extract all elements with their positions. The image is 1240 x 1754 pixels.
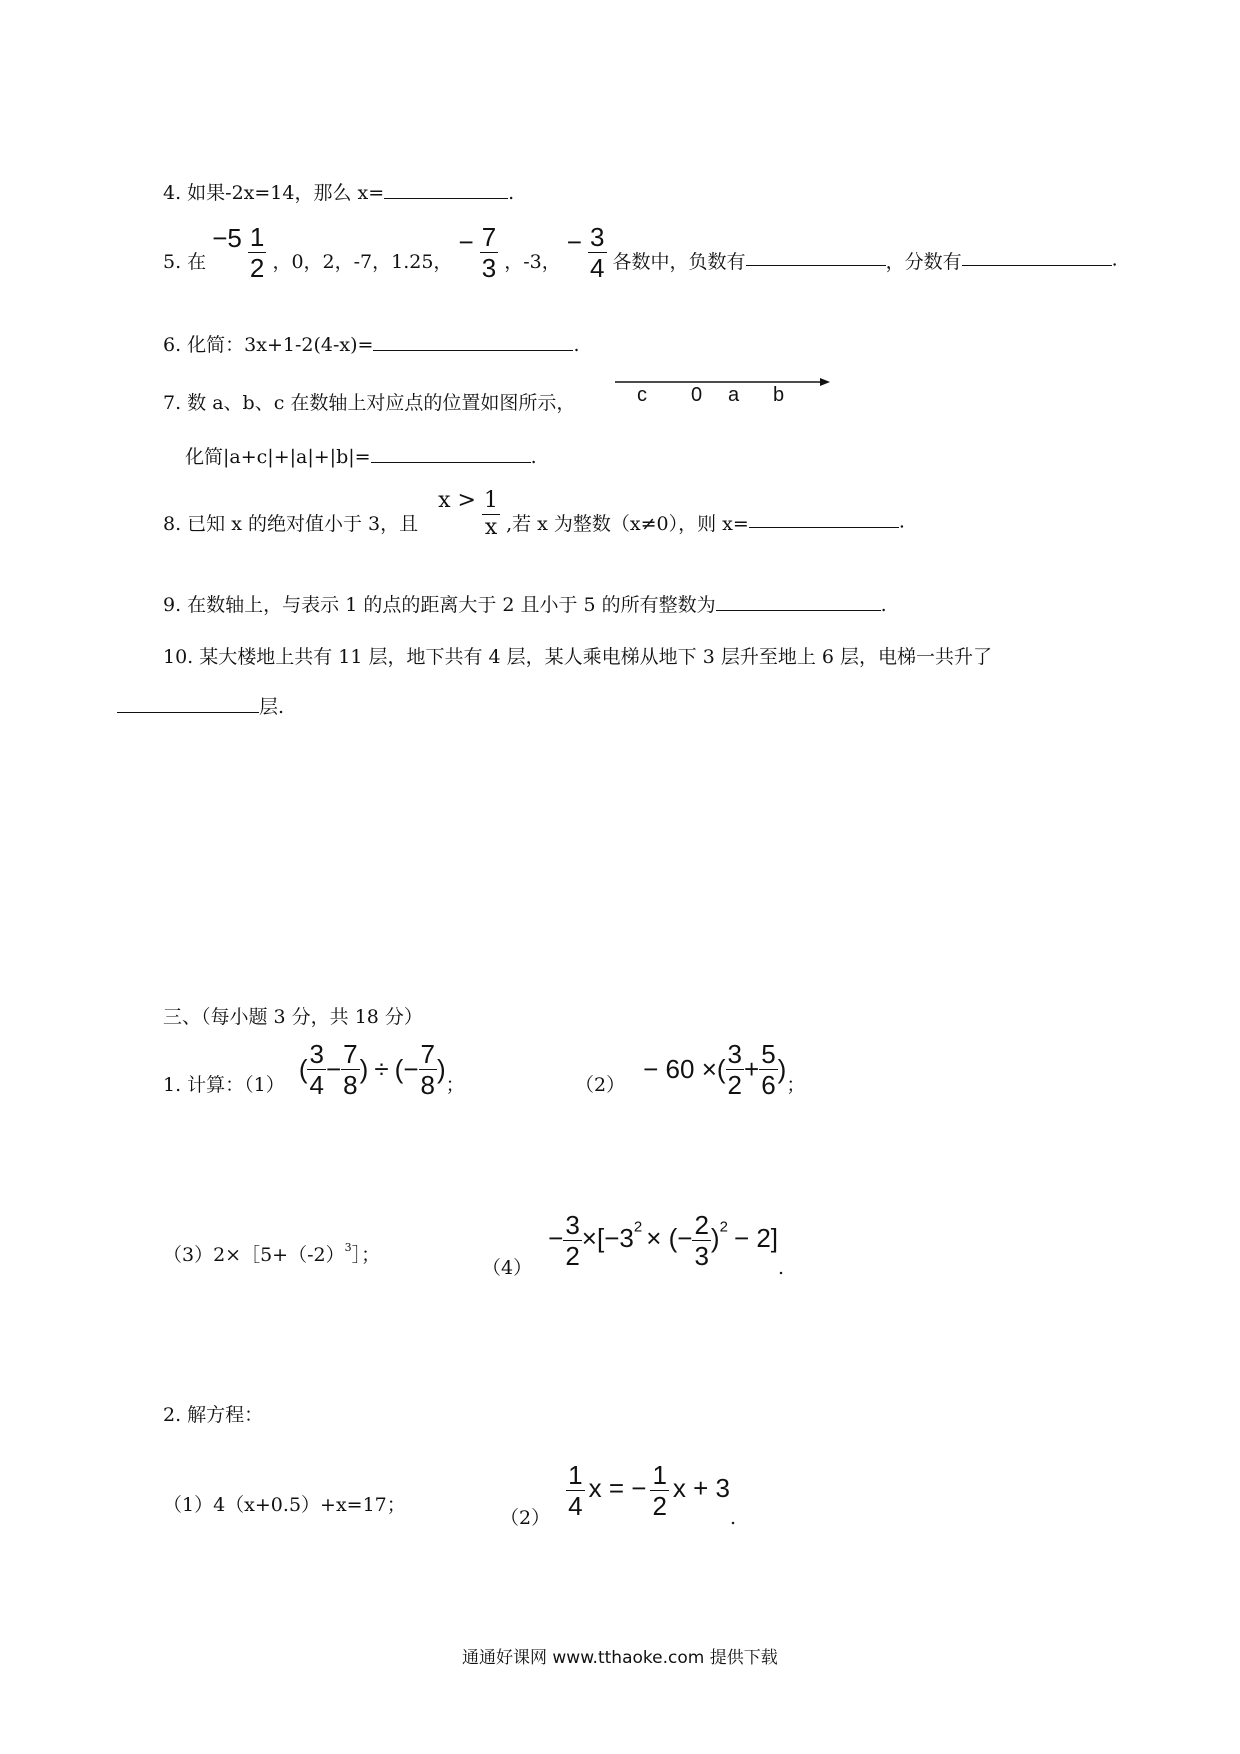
answer-blank[interactable] xyxy=(117,692,259,713)
footer: 通通好课网 www.tthaoke.com 提供下载 xyxy=(462,1648,778,1668)
question-10-line2: 层. xyxy=(117,692,284,719)
axis-label-a: a xyxy=(728,384,740,406)
equation-1: （1）4（x+0.5）+x=17； xyxy=(163,1494,406,1516)
question-4-text: 4. 如果-2x=14，那么 x= xyxy=(163,182,385,204)
equations-heading: 2. 解方程： xyxy=(163,1404,264,1426)
fraction: $\frac{1}{x}$ xyxy=(484,488,499,540)
fraction: $\frac{7}{8}$ xyxy=(343,1039,358,1100)
question-5-label: 5. 在 xyxy=(163,251,207,273)
fraction: $\frac{1}{2}$ xyxy=(249,222,265,283)
calc-row-2b: （4） − $\frac{3}{2}$ $\times[-3^2$ × (− $\frac{2}{3}$ )$^2$ − 2]. xyxy=(482,1210,785,1279)
calc-row-1b: （2） − 60 ×( $\frac{3}{2}$ + $\frac{5}{6}$ )； xyxy=(575,1039,806,1100)
equation-2: （2） $\frac{1}{4}$ x = − $\frac{1}{2}$ x + 3. xyxy=(500,1460,737,1529)
fraction: $\frac{3}{4}$ xyxy=(590,222,605,283)
axis-label-0: 0 xyxy=(691,384,703,406)
fraction: $\frac{7}{8}$ xyxy=(420,1039,435,1100)
fraction: $\frac{3}{4}$ xyxy=(309,1039,324,1100)
axis-label-c: c xyxy=(637,384,647,406)
section-3-heading: 三、（每小题 3 分，共 18 分） xyxy=(163,1006,423,1028)
question-10: 10. 某大楼地上共有 11 层，地下共有 4 层，某人乘电梯从地下 3 层升至地上 6 层，电梯一共升了 xyxy=(163,646,993,668)
fraction: $\frac{3}{2}$ xyxy=(727,1039,743,1100)
answer-blank[interactable] xyxy=(384,178,508,199)
inequality: x > xyxy=(438,488,476,513)
question-8: 8. 已知 x 的绝对值小于 3，且 x > $\frac{1}{x}$ ,若 x 为整数（x≠0），则 x= . xyxy=(163,488,905,540)
number-line-arrow xyxy=(615,372,830,412)
answer-blank[interactable] xyxy=(371,442,531,463)
question-7-line2: 化简|a+c|+|a|+|b|= . xyxy=(185,442,537,469)
question-4: 4. 如果-2x=14，那么 x= . xyxy=(163,178,514,205)
answer-blank[interactable] xyxy=(749,507,899,528)
fraction: $\frac{2}{3}$ xyxy=(694,1210,709,1271)
question-7: 7. 数 a、b、c 在数轴上对应点的位置如图所示， xyxy=(163,392,576,414)
question-6: 6. 化简：3x+1-2(4-x)= . xyxy=(163,330,580,357)
fraction: $\frac{1}{2}$ xyxy=(652,1460,667,1521)
fraction: $\frac{5}{6}$ xyxy=(761,1039,776,1100)
fraction: $\frac{7}{3}$ xyxy=(481,222,497,283)
fraction: $\frac{1}{4}$ xyxy=(568,1460,583,1521)
answer-blank-fractions[interactable] xyxy=(962,245,1112,266)
mixed-number-whole: 5 xyxy=(227,223,242,253)
calc-row-2: $(3)2\times[5+(-2)^3]$； xyxy=(163,1241,381,1266)
question-9: 9. 在数轴上，与表示 1 的点的距离大于 2 且小于 5 的所有整数为 . xyxy=(163,590,887,617)
question-5: 5. 在 −5 $\frac{1}{2}$ ，0，2，-7，1.25， − $\frac{7}{3}$ ，-3， − $\frac{3}{4}$ 各数中，负数有 ，分数有 . xyxy=(163,222,1118,283)
number-line xyxy=(615,372,830,412)
calc-row-1: 1. 计算：（1） ( $\frac{3}{4}$ − $\frac{7}{8}$ ) ÷ (− $\frac{7}{8}$ )； xyxy=(163,1039,465,1100)
answer-blank-negatives[interactable] xyxy=(746,245,886,266)
fraction: $\frac{3}{2}$ xyxy=(565,1210,580,1271)
axis-label-b: b xyxy=(773,384,785,406)
answer-blank[interactable] xyxy=(716,590,881,611)
answer-blank[interactable] xyxy=(373,330,573,351)
